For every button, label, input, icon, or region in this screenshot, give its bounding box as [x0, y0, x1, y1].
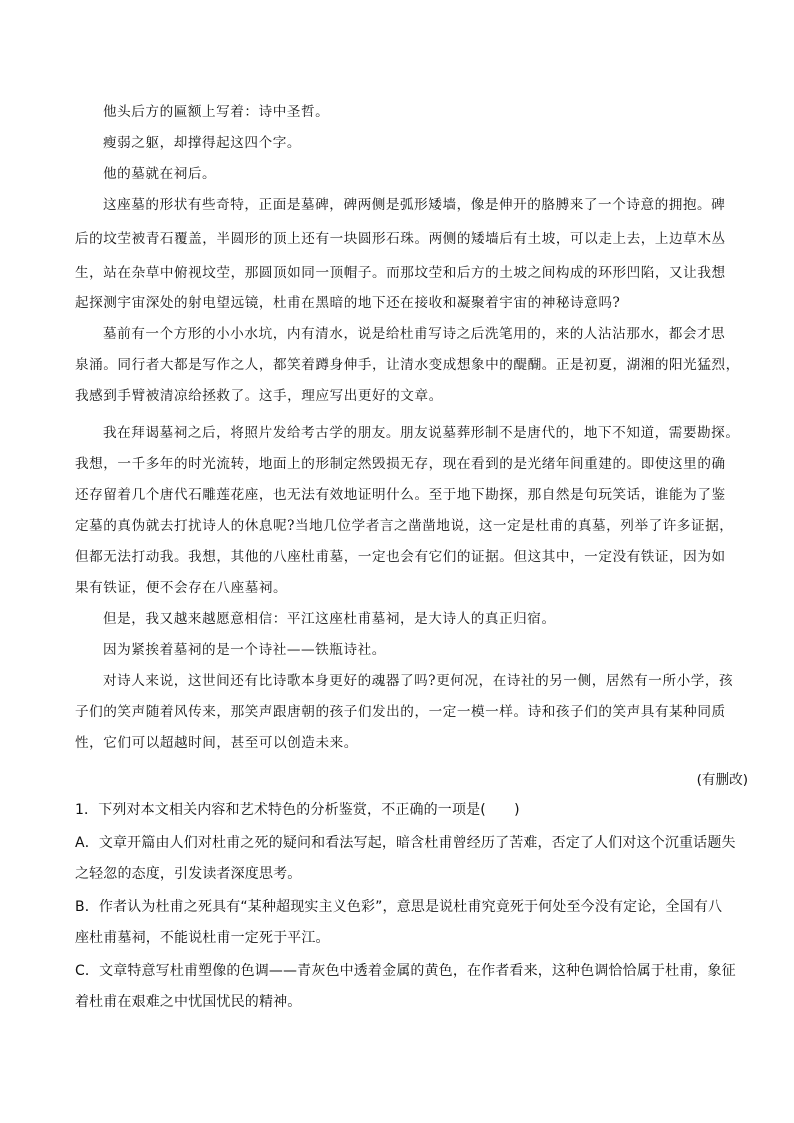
paragraph-line: 这座墓的形状有些奇特，正面是墓碑，碑两侧是弧形矮墙，像是伸开的胳膊来了一个诗意的拥抱。碑: [103, 197, 726, 213]
source-note: (有删改): [696, 772, 748, 788]
paragraph-line: 我在拜谒墓祠之后，将照片发给考古学的朋友。朋友说墓葬形制不是唐代的，地下不知道，需要勘探。: [103, 425, 740, 441]
paragraph-line: 但都无法打动我。我想，其他的八座杜甫墓，一定也会有它们的证据。但这其中，一定没有铁证，因为如: [75, 549, 726, 565]
paragraph-line: 定墓的真伪就去打扰诗人的休息呢?当地几位学者言之凿凿地说，这一定是杜甫的真墓，列举了许多证据，: [75, 518, 734, 534]
question-stem: 1．下列对本文相关内容和艺术特色的分析鉴赏，不正确的一项是( ): [75, 802, 520, 818]
option-c: C．文章特意写杜甫塑像的色调——青灰色中透着金属的黄色，在作者看来，这种色调恰恰属于杜甫，象征: [75, 963, 736, 979]
paragraph-line: 我想，一千多年的时光流转，地面上的形制定然毁损无存，现在看到的是光绪年间重建的。即使这里的确: [75, 456, 726, 472]
option-a: 之轻忽的态度，引发读者深度思考。: [75, 866, 302, 882]
paragraph-line: 起探测宇宙深处的射电望远镜，杜甫在黑暗的地下还在接收和凝聚着宇宙的神秘诗意吗?: [75, 295, 621, 311]
paragraph-line: 生，站在杂草中俯视坟茔，那圆顶如同一顶帽子。而那坟茔和后方的土坡之间构成的环形凹陷，又让我想: [75, 265, 726, 281]
paragraph-line: 性，它们可以超越时间，甚至可以创造未来。: [75, 735, 358, 751]
paragraph-line: 对诗人来说，这世间还有比诗歌本身更好的魂器了吗?更何况，在诗社的另一侧，居然有一所小学，孩: [103, 673, 734, 689]
paragraph-line: 因为紧挨着墓祠的是一个诗社——铁瓶诗社。: [103, 642, 386, 658]
paragraph-line: 墓前有一个方形的小小水坑，内有清水，说是给杜甫写诗之后洗笔用的，来的人沾沾那水，都会才思: [103, 326, 726, 342]
paragraph-line: 但是，我又越来越愿意相信：平江这座杜甫墓祠，是大诗人的真正归宿。: [103, 611, 556, 627]
paragraph-line: 后的坟茔被青石覆盖，半圆形的顶上还有一块圆形石珠。两侧的矮墙后有土坡，可以走上去，上边草木丛: [75, 231, 726, 247]
option-a: A．文章开篇由人们对杜甫之死的疑问和看法写起，暗含杜甫曾经历了苦难，否定了人们对这个沉重话题失: [75, 835, 736, 851]
paragraph-line: 我感到手臂被清凉给拯救了。这手，理应写出更好的文章。: [75, 388, 443, 404]
option-c: 着杜甫在艰难之中忧国忧民的精神。: [75, 994, 302, 1010]
paragraph-line: 他的墓就在祠后。: [103, 166, 217, 182]
paragraph-line: 子们的笑声随着风传来，那笑声跟唐朝的孩子们发出的，一定一模一样。诗和孩子们的笑声具有某种同质: [75, 704, 726, 720]
option-b: B．作者认为杜甫之死具有“某种超现实主义色彩”，意思是说杜甫究竟死于何处至今没有定论，全国有八: [75, 899, 723, 915]
paragraph-line: 还存留着几个唐代石雕莲花座，也无法有效地证明什么。至于地下勘探，那自然是句玩笑话，谁能为了鉴: [75, 487, 726, 503]
paragraph-line: 他头后方的匾额上写着：诗中圣哲。: [103, 104, 330, 120]
paragraph-line: 泉涌。同行者大都是写作之人，都笑着蹲身伸手，让清水变成想象中的醍醐。正是初夏，湖湘的阳光猛烈，: [75, 357, 740, 373]
option-b: 座杜甫墓祠，不能说杜甫一定死于平江。: [75, 930, 330, 946]
paragraph-line: 瘦弱之躯，却撑得起这四个字。: [103, 135, 302, 151]
paragraph-line: 果有铁证，便不会存在八座墓祠。: [75, 580, 288, 596]
